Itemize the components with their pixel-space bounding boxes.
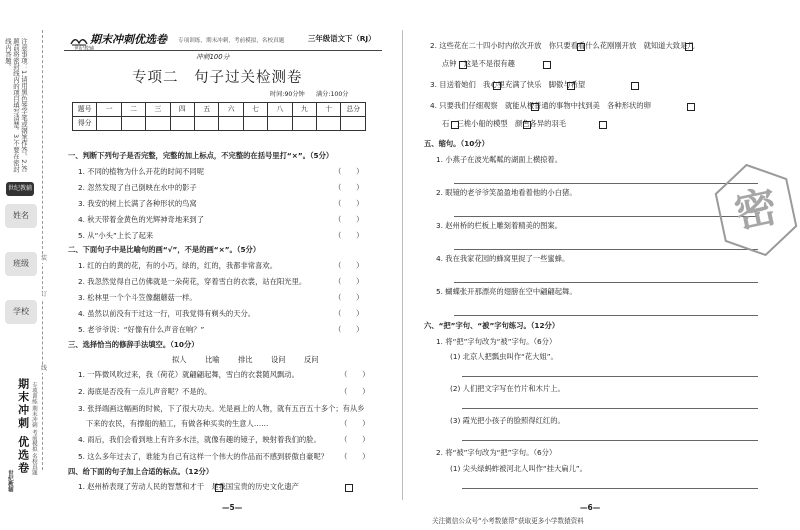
header-tagline: 专项训练，期末冲刺，考前模拟，名校真题 <box>178 38 285 44</box>
score-table-score-row <box>73 117 366 131</box>
question-item: 3. 目送着她们 我心里充满了快乐 脚傲与希望 <box>430 80 586 89</box>
cut-mark: 订 <box>41 291 48 298</box>
answer-paren[interactable]: （ ） <box>340 435 370 444</box>
question-item: 4. 虽然以前没有干过这一行，可我觉得有剃头的天分。 <box>78 309 256 318</box>
answer-line[interactable] <box>454 249 758 250</box>
binding-strip <box>0 0 52 530</box>
score-input-cell[interactable] <box>317 117 341 131</box>
score-input-cell[interactable] <box>170 117 194 131</box>
score-cell: 七 <box>243 103 267 117</box>
section-5-title: 五、缩句。（10分） <box>424 139 489 148</box>
header-rule <box>64 50 382 51</box>
answer-paren[interactable]: （ ） <box>334 199 364 208</box>
header-logo: 期末冲刺优选卷 <box>90 33 167 46</box>
punctuation-box[interactable] <box>631 82 639 90</box>
question-item: 3. 松林里一个个斗笠像翻蘑菇一样。 <box>78 293 197 302</box>
answer-paren[interactable]: （ ） <box>334 293 364 302</box>
score-table-header-row <box>73 103 366 117</box>
question-item: 点钟 这是不是很有趣 <box>442 59 515 68</box>
score-input-cell[interactable] <box>146 117 170 131</box>
exam-score: 满分:100分 <box>316 91 349 98</box>
answer-paren[interactable]: （ ） <box>334 325 364 334</box>
header-logo-sub: 世纪教辅 <box>74 46 95 52</box>
question-item: 4. 雨后，我们会看到地上有许多水洼，就像有趣的镜子，映射着我们的脸。 <box>78 435 321 444</box>
punctuation-box[interactable] <box>523 121 531 129</box>
answer-paren[interactable]: （ ） <box>340 419 370 428</box>
class-field-label: 班级 <box>5 252 37 276</box>
answer-paren[interactable]: （ ） <box>334 309 364 318</box>
header-target: 冲刺100分 <box>196 53 230 61</box>
option-word: 反问 <box>304 355 319 364</box>
score-cell: 二 <box>121 103 145 117</box>
punctuation-box[interactable] <box>599 121 607 129</box>
answer-paren[interactable]: （ ） <box>334 231 364 240</box>
punctuation-box[interactable] <box>459 61 467 69</box>
score-input-cell[interactable] <box>243 117 267 131</box>
answer-line[interactable] <box>454 282 758 283</box>
punctuation-box[interactable] <box>543 61 551 69</box>
punctuation-box[interactable] <box>451 121 459 129</box>
question-item: 3. 赵州桥的栏板上雕刻着精美的图案。 <box>436 221 563 230</box>
score-cell: 得分 <box>73 117 97 131</box>
page-number-left: —5— <box>222 503 243 512</box>
question-item: 3. 我安的树上长满了各种形状的鸟窝 <box>78 199 197 208</box>
cut-mark: 装 <box>41 255 48 262</box>
stamp-text: 密 <box>730 181 782 238</box>
question-item: (1) 尖头绿蚂蚱被河北人叫作“挂大扁儿”。 <box>450 464 587 473</box>
score-cell: 八 <box>268 103 292 117</box>
left-page <box>60 28 378 498</box>
question-item: 5. 老爷爷说：“好像有什么声音在响？” <box>78 325 205 334</box>
score-cell: 总分 <box>341 103 366 117</box>
question-item: 5. 蝴蝶张开那漂亮的翅膀在空中翩翩起舞。 <box>436 287 577 296</box>
answer-line[interactable] <box>454 216 758 217</box>
answer-line[interactable] <box>454 315 758 316</box>
question-item: 4. 我在我家花园的蜂窝里捉了一些蜜蜂。 <box>436 254 570 263</box>
punctuation-box[interactable] <box>687 103 695 111</box>
question-item: 1. 红的白的黄的花，有的小巧，绿的，红的，我都非常喜欢。 <box>78 261 277 270</box>
score-cell: 十 <box>317 103 341 117</box>
binding-publisher-badge: 世纪教辅 <box>6 182 34 196</box>
score-cell: 题号 <box>73 103 97 117</box>
question-item: 5. 这么多年过去了，谁能为自己有这样一个伟大的作品而不感到骄傲自豪呢？ <box>78 452 329 461</box>
option-word: 排比 <box>238 355 253 364</box>
score-input-cell[interactable] <box>121 117 145 131</box>
punctuation-box[interactable] <box>215 484 223 492</box>
punctuation-box[interactable] <box>531 103 539 111</box>
score-input-cell[interactable] <box>292 117 316 131</box>
score-input-cell[interactable] <box>268 117 292 131</box>
cut-mark: 线 <box>41 365 48 372</box>
school-field-label: 学校 <box>5 300 37 324</box>
right-page <box>424 28 775 498</box>
answer-paren[interactable]: （ ） <box>340 387 370 396</box>
score-input-cell[interactable] <box>341 117 366 131</box>
question-item: 2. 海底是否没有一点儿声音呢？不是的。 <box>78 387 212 396</box>
question-item: 石 三桅小船的模型 颜色各异的羽毛 <box>442 119 567 128</box>
exam-time: 时间:90分钟 <box>270 91 305 98</box>
binding-sub: 专项训练 期末冲刺 考前模拟 名校真题 <box>30 382 37 476</box>
score-cell: 五 <box>195 103 219 117</box>
section-1-title: 一、判断下列句子是否完整，完整的加上标点，不完整的在括号里打“×”。（5分） <box>68 151 334 160</box>
score-table <box>72 102 366 131</box>
answer-line[interactable] <box>462 408 758 409</box>
section-4-title: 四、给下面的句子加上合适的标点。（12分） <box>68 467 214 476</box>
score-cell: 一 <box>97 103 121 117</box>
answer-paren[interactable]: （ ） <box>340 370 370 379</box>
punctuation-box[interactable] <box>493 82 501 90</box>
answer-line[interactable] <box>462 376 758 377</box>
answer-line[interactable] <box>462 488 758 489</box>
seal-line <box>42 30 43 470</box>
answer-line[interactable] <box>462 440 758 441</box>
section-3-title: 三、选择恰当的修辞手法填空。（10分） <box>68 340 199 349</box>
question-item: 1. 将“把”字句改为“被”字句。（6分） <box>436 337 557 346</box>
question-item: 下来的农民，有撑船的船工，有做各种买卖的生意人…… <box>86 419 269 428</box>
question-item: 1. 赵州桥表现了劳动人民的智慧和才干 是我国宝贵的历史文化遗产 <box>78 482 299 491</box>
score-cell: 三 <box>146 103 170 117</box>
binding-instructions: 注意事项：1.请用黑色签字笔或钢笔作答。2.答题前将密封线内的项目填写清楚。3.不要在密封线内答题。 <box>4 38 28 173</box>
question-item: (2) 人们把文字写在竹片和木片上。 <box>450 384 565 393</box>
question-item: 4. 只要我们仔细观察 就能从极普通的事物中找到美 各种形状的卵 <box>430 101 651 110</box>
question-item: 5. 从“小头”上长了起来 <box>78 231 154 240</box>
option-word: 设问 <box>271 355 286 364</box>
question-item: 1. 不同的植物为什么开花的时间不同呢 <box>78 167 205 176</box>
page-divider <box>402 30 403 500</box>
score-cell: 九 <box>292 103 316 117</box>
name-field-label: 姓名 <box>5 204 37 228</box>
binding-brand: 期末冲刺 优选卷 <box>16 378 30 475</box>
answer-paren[interactable]: （ ） <box>334 183 364 192</box>
question-item: 1. 小燕子在波光粼粼的湖面上横掠着。 <box>436 155 563 164</box>
answer-paren[interactable]: （ ） <box>334 215 364 224</box>
question-item: 2. 我忽然觉得自己仿佛就是一朵荷花，穿着雪白的衣裳，站在阳光里。 <box>78 277 307 286</box>
question-item: 4. 秋天带着金黄色的光辉神奇地来到了 <box>78 215 205 224</box>
question-item: (1) 北京人把瓢虫叫作“花大姐”。 <box>450 352 558 361</box>
question-item: 1. 一阵微风吹过来，我（荷花）就翩翩起舞，雪白的衣裳随风飘动。 <box>78 370 299 379</box>
header-grade: 三年级语文下（RJ） <box>308 34 376 43</box>
question-item: 2. 眼镜的老爷爷笑盈盈地看着他的小白猪。 <box>436 188 577 197</box>
punctuation-box[interactable] <box>567 82 575 90</box>
footer-note: 关注微信公众号“小考数猿帮”获取更多小学数猿资料 <box>432 517 584 525</box>
punctuation-box[interactable] <box>345 484 353 492</box>
answer-paren[interactable]: （ ） <box>334 167 364 176</box>
score-cell: 六 <box>219 103 243 117</box>
section-2-title: 二、下面句子中是比喻句的画“√”，不是的画“×”。（5分） <box>68 245 261 254</box>
section-6-title: 六、“把”字句、“被”字句练习。（12分） <box>424 321 560 330</box>
binding-side-publisher: 世纪教辅 <box>6 470 13 492</box>
score-input-cell[interactable] <box>97 117 121 131</box>
answer-paren[interactable]: （ ） <box>334 277 364 286</box>
score-input-cell[interactable] <box>219 117 243 131</box>
question-item: 2. 将“被”字句改为“把”字句。（6分） <box>436 448 557 457</box>
book-logo-icon <box>70 34 88 46</box>
score-input-cell[interactable] <box>195 117 219 131</box>
punctuation-box[interactable] <box>577 43 585 51</box>
question-item: 2. 这些花在二十四小时内依次开放 你只要看看什么花刚刚开放 就知道大致是几 <box>430 41 695 50</box>
option-word: 比喻 <box>205 355 220 364</box>
page-number-right: —6— <box>580 503 601 512</box>
option-word: 拟人 <box>172 355 187 364</box>
score-cell: 四 <box>170 103 194 117</box>
page-title: 专项二 句子过关检测卷 <box>132 70 303 86</box>
question-item: (3) 霞光把小孩子的脸照得红红的。 <box>450 416 565 425</box>
punctuation-box[interactable] <box>685 43 693 51</box>
answer-paren[interactable]: （ ） <box>340 452 370 461</box>
answer-paren[interactable]: （ ） <box>334 261 364 270</box>
question-item: 3. 张择端画这幅画的时候，下了很大功夫。光是画上的人物，就有五百五十多个；有从乡 <box>78 404 365 413</box>
question-item: 2. 忽然发现了自己倒映在水中的影子 <box>78 183 197 192</box>
